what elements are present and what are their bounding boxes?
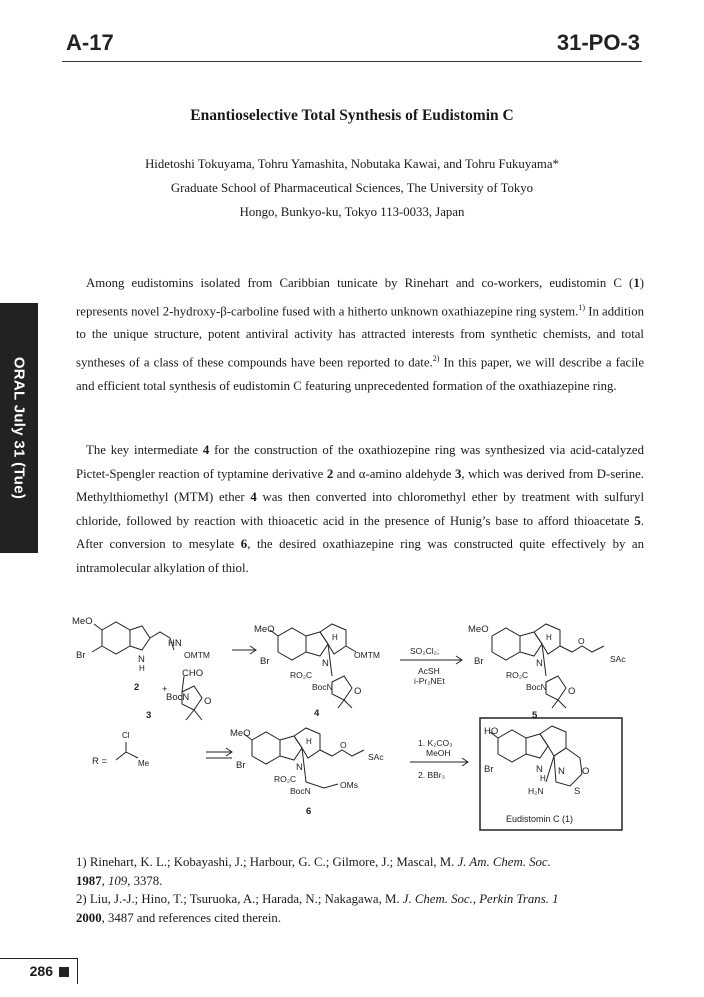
product-benzene-ring bbox=[498, 730, 526, 762]
ref1-journal: J. Am. Chem. Soc. bbox=[457, 855, 551, 869]
cmpd5-h: H bbox=[546, 633, 552, 642]
para2-text-k: . After conversion to mesylate bbox=[76, 513, 644, 551]
ref1-pages: , 3378. bbox=[127, 873, 163, 888]
cmpd4-n: N bbox=[322, 658, 329, 669]
cmpd5-oxazolidine-ring bbox=[546, 676, 566, 700]
cmpd4-h: H bbox=[332, 633, 338, 642]
product-s: S bbox=[574, 786, 581, 797]
ref1-year: 1987 bbox=[76, 873, 102, 888]
para2-compound-4: 4 bbox=[202, 443, 210, 457]
label-cmpd-2: 2 bbox=[134, 682, 140, 693]
para2-compound-4b: 4 bbox=[250, 490, 257, 504]
label-cmpd-3: 3 bbox=[146, 710, 152, 721]
cmpd4-pyrrole-ring bbox=[306, 632, 328, 656]
cmpd5-benzene-ring bbox=[492, 628, 520, 660]
para2-compound-5: 5 bbox=[634, 513, 641, 528]
header-rule bbox=[62, 61, 642, 62]
para2-compound-3: 3 bbox=[455, 466, 462, 481]
cmpd2-pyrrole-ring bbox=[130, 626, 150, 650]
r-me: Me bbox=[138, 759, 150, 768]
product-ring-n: N bbox=[558, 766, 565, 777]
product-ho: HO bbox=[484, 726, 499, 737]
cmpd3-cho: CHO bbox=[182, 668, 204, 679]
cmpd6-co2r: RO₂C bbox=[274, 774, 297, 784]
cmpd6-oms: OMs bbox=[340, 780, 358, 790]
para2-text-a: The key intermediate bbox=[86, 443, 203, 457]
references bbox=[76, 853, 650, 927]
cmpd5-meo: MeO bbox=[468, 624, 489, 635]
cmpd4-o: O bbox=[354, 686, 362, 697]
cmpd4-br: Br bbox=[260, 656, 270, 667]
cmpd3-o: O bbox=[204, 696, 212, 707]
cmpd5-co2r: RO₂C bbox=[506, 670, 529, 680]
section-code: A-17 bbox=[66, 30, 114, 55]
para2-text-c: for the construction of the oxathiozepine ring was synthesized via acid-catalyzed Pictet-Spengler reaction of typtamine derivative bbox=[76, 443, 644, 481]
reagent-so2cl2: SO₂Cl₂; bbox=[410, 646, 440, 656]
cmpd3-bocn: BocN bbox=[166, 692, 190, 703]
cmpd5-o-ring: O bbox=[568, 686, 576, 697]
plus-sign: + bbox=[162, 684, 168, 695]
cmpd6-bocn: BocN bbox=[290, 786, 311, 796]
ref2-authors: 2) Liu, J.-J.; Hino, T.; Tsuruoka, A.; Harada, N.; Nakagawa, M. bbox=[76, 892, 403, 906]
cmpd6-mesylate-chain bbox=[306, 782, 338, 788]
para1-compound-1: 1 bbox=[633, 276, 640, 290]
cmpd6-pyrrole-ring bbox=[280, 736, 302, 760]
cmpd5-n: N bbox=[536, 658, 543, 669]
label-cmpd-4: 4 bbox=[314, 708, 320, 719]
para1-text-d: In addition to the unique structure, potent antiviral activity has attracted interests from synthetic chemists, and total syntheses of a class of these compounds have been reported to date. bbox=[76, 303, 644, 370]
cmpd5-side-chain bbox=[560, 646, 604, 652]
ref1-volume: 109 bbox=[108, 873, 128, 888]
para1-text-a: Among eudistomins isolated from Caribbian tunicate by Rinehart and co-workers, eudistomin C ( bbox=[86, 276, 634, 290]
product-label: Eudistomin C (1) bbox=[506, 814, 574, 824]
paragraph-2 bbox=[76, 439, 644, 580]
ref2-pages: , 3487 and references cited therein. bbox=[101, 910, 282, 925]
reagent-acsh: AcSH bbox=[418, 666, 440, 676]
para2-compound-2: 2 bbox=[326, 466, 334, 481]
cmpd6-br: Br bbox=[236, 760, 246, 771]
product-pyrrole-ring bbox=[526, 734, 548, 758]
para1-text-c: ) represents novel 2-hydroxy-β-carboline fused with a hitherto unknown oxathiazepine ring system. bbox=[76, 276, 644, 318]
cmpd5-o: O bbox=[578, 636, 585, 646]
label-cmpd-6: 6 bbox=[306, 806, 312, 817]
cmpd6-o: O bbox=[340, 740, 347, 750]
cmpd6-meo: MeO bbox=[230, 728, 251, 739]
cmpd2-benzene-ring bbox=[102, 622, 130, 654]
affiliation-line-1: Graduate School of Pharmaceutical Sciences, The University of Tokyo bbox=[170, 181, 534, 195]
cmpd4-meo: MeO bbox=[254, 624, 275, 635]
reference-2 bbox=[76, 890, 650, 927]
page-number-box bbox=[0, 958, 78, 984]
cmpd4-co2r: RO₂C bbox=[290, 670, 313, 680]
para2-compound-6: 6 bbox=[240, 537, 248, 551]
cmpd6-sac: SAc bbox=[368, 752, 384, 762]
cmpd4-benzene-ring bbox=[278, 628, 306, 660]
cmpd6-n: N bbox=[296, 762, 303, 773]
cmpd4-oxazolidine-ring bbox=[332, 676, 352, 700]
cmpd6-side-chain bbox=[320, 750, 364, 756]
cmpd4-bocn: BocN bbox=[312, 682, 333, 692]
label-cmpd-5: 5 bbox=[532, 710, 538, 721]
para1-text-e: In this paper, we will describe a facile and efficient total synthesis of eudistomin C featuring unprecedented formation of the oxathiazepine ring. bbox=[76, 355, 645, 393]
r-definition: R = bbox=[92, 756, 108, 767]
affiliation-line-2: Hongo, Bunkyo-ku, Tokyo 113-0033, Japan bbox=[239, 205, 465, 219]
side-tab bbox=[0, 303, 38, 553]
cmpd6-h: H bbox=[306, 737, 312, 746]
page-number: 286 bbox=[29, 963, 53, 979]
cmpd5-sac: SAc bbox=[610, 654, 626, 664]
cmpd5-pyrrole-ring bbox=[520, 632, 542, 656]
cmpd2-h: H bbox=[139, 664, 145, 673]
cmpd2-side-chain bbox=[150, 632, 170, 638]
reagent-ipr2net: i-Pr₂NEt bbox=[414, 676, 445, 686]
para2-text-e: and α-amino aldehyde bbox=[333, 466, 455, 481]
cmpd2-meo: MeO bbox=[72, 616, 93, 627]
cmpd5-bocn: BocN bbox=[526, 682, 547, 692]
ref2-journal: J. Chem. Soc., Perkin Trans. 1 bbox=[402, 892, 559, 906]
cmpd2-hn: HN bbox=[168, 638, 182, 649]
synthesis-scheme bbox=[70, 612, 650, 850]
para2-text-i: was then converted into chloromethyl ether by treatment with sulfuryl chloride, followed by reaction with thioacetic acid in the presence of Hunig’s base to afford thioacetate bbox=[76, 490, 644, 528]
abstract-code: 31-PO-3 bbox=[556, 30, 640, 55]
authors: Hidetoshi Tokuyama, Tohru Yamashita, Nobutaka Kawai, and Tohru Fukuyama* bbox=[145, 157, 559, 171]
reagent-k2co3: 1. K₂CO₃ bbox=[418, 738, 453, 748]
product-br: Br bbox=[484, 764, 494, 775]
para2-text-g: , which was derived from D-serine. Methylthiomethyl (MTM) ether bbox=[76, 466, 644, 504]
cmpd6-benzene-ring bbox=[252, 732, 280, 764]
cmpd4-omtm: OMTM bbox=[354, 650, 380, 660]
product-h2n: H₂N bbox=[528, 786, 544, 796]
ref2-year: 2000 bbox=[76, 910, 102, 925]
reagent-bbr3: 2. BBr₃ bbox=[418, 770, 446, 780]
citation-2: 2) bbox=[432, 353, 440, 363]
product-o: O bbox=[582, 766, 590, 777]
r-cl: Cl bbox=[122, 731, 130, 740]
product-n: N bbox=[536, 764, 543, 775]
cmpd2-br: Br bbox=[76, 650, 86, 661]
cmpd2-nh: N bbox=[138, 654, 145, 665]
product-h: H bbox=[540, 774, 546, 783]
citation-1: 1) bbox=[578, 302, 585, 312]
square-marker-icon bbox=[59, 967, 69, 977]
para2-text-m: , the desired oxathiazepine ring was constructed quite effectively by an intramolecular alkylation of thiol. bbox=[76, 537, 644, 575]
r-group-bonds bbox=[116, 752, 138, 760]
paragraph-1 bbox=[76, 272, 644, 398]
reagent-meoh: MeOH bbox=[426, 748, 451, 758]
ref1-authors: 1) Rinehart, K. L.; Kobayashi, J.; Harbour, G. C.; Gilmore, J.; Mascal, M. bbox=[76, 855, 458, 869]
cmpd2-omtm: OMTM bbox=[184, 650, 210, 660]
side-tab-label: ORAL July 31 (Tue) bbox=[10, 356, 28, 500]
paper-title: Enantioselective Total Synthesis of Eudistomin C bbox=[190, 107, 514, 124]
reference-1: 1) Rinehart, K. L.; Kobayashi, J.; Harbour, G. C.; Gilmore, J.; Mascal, M. J. Am. Chem. Soc. 1987, 109, 3378. bbox=[76, 855, 551, 888]
cmpd5-br: Br bbox=[474, 656, 484, 667]
